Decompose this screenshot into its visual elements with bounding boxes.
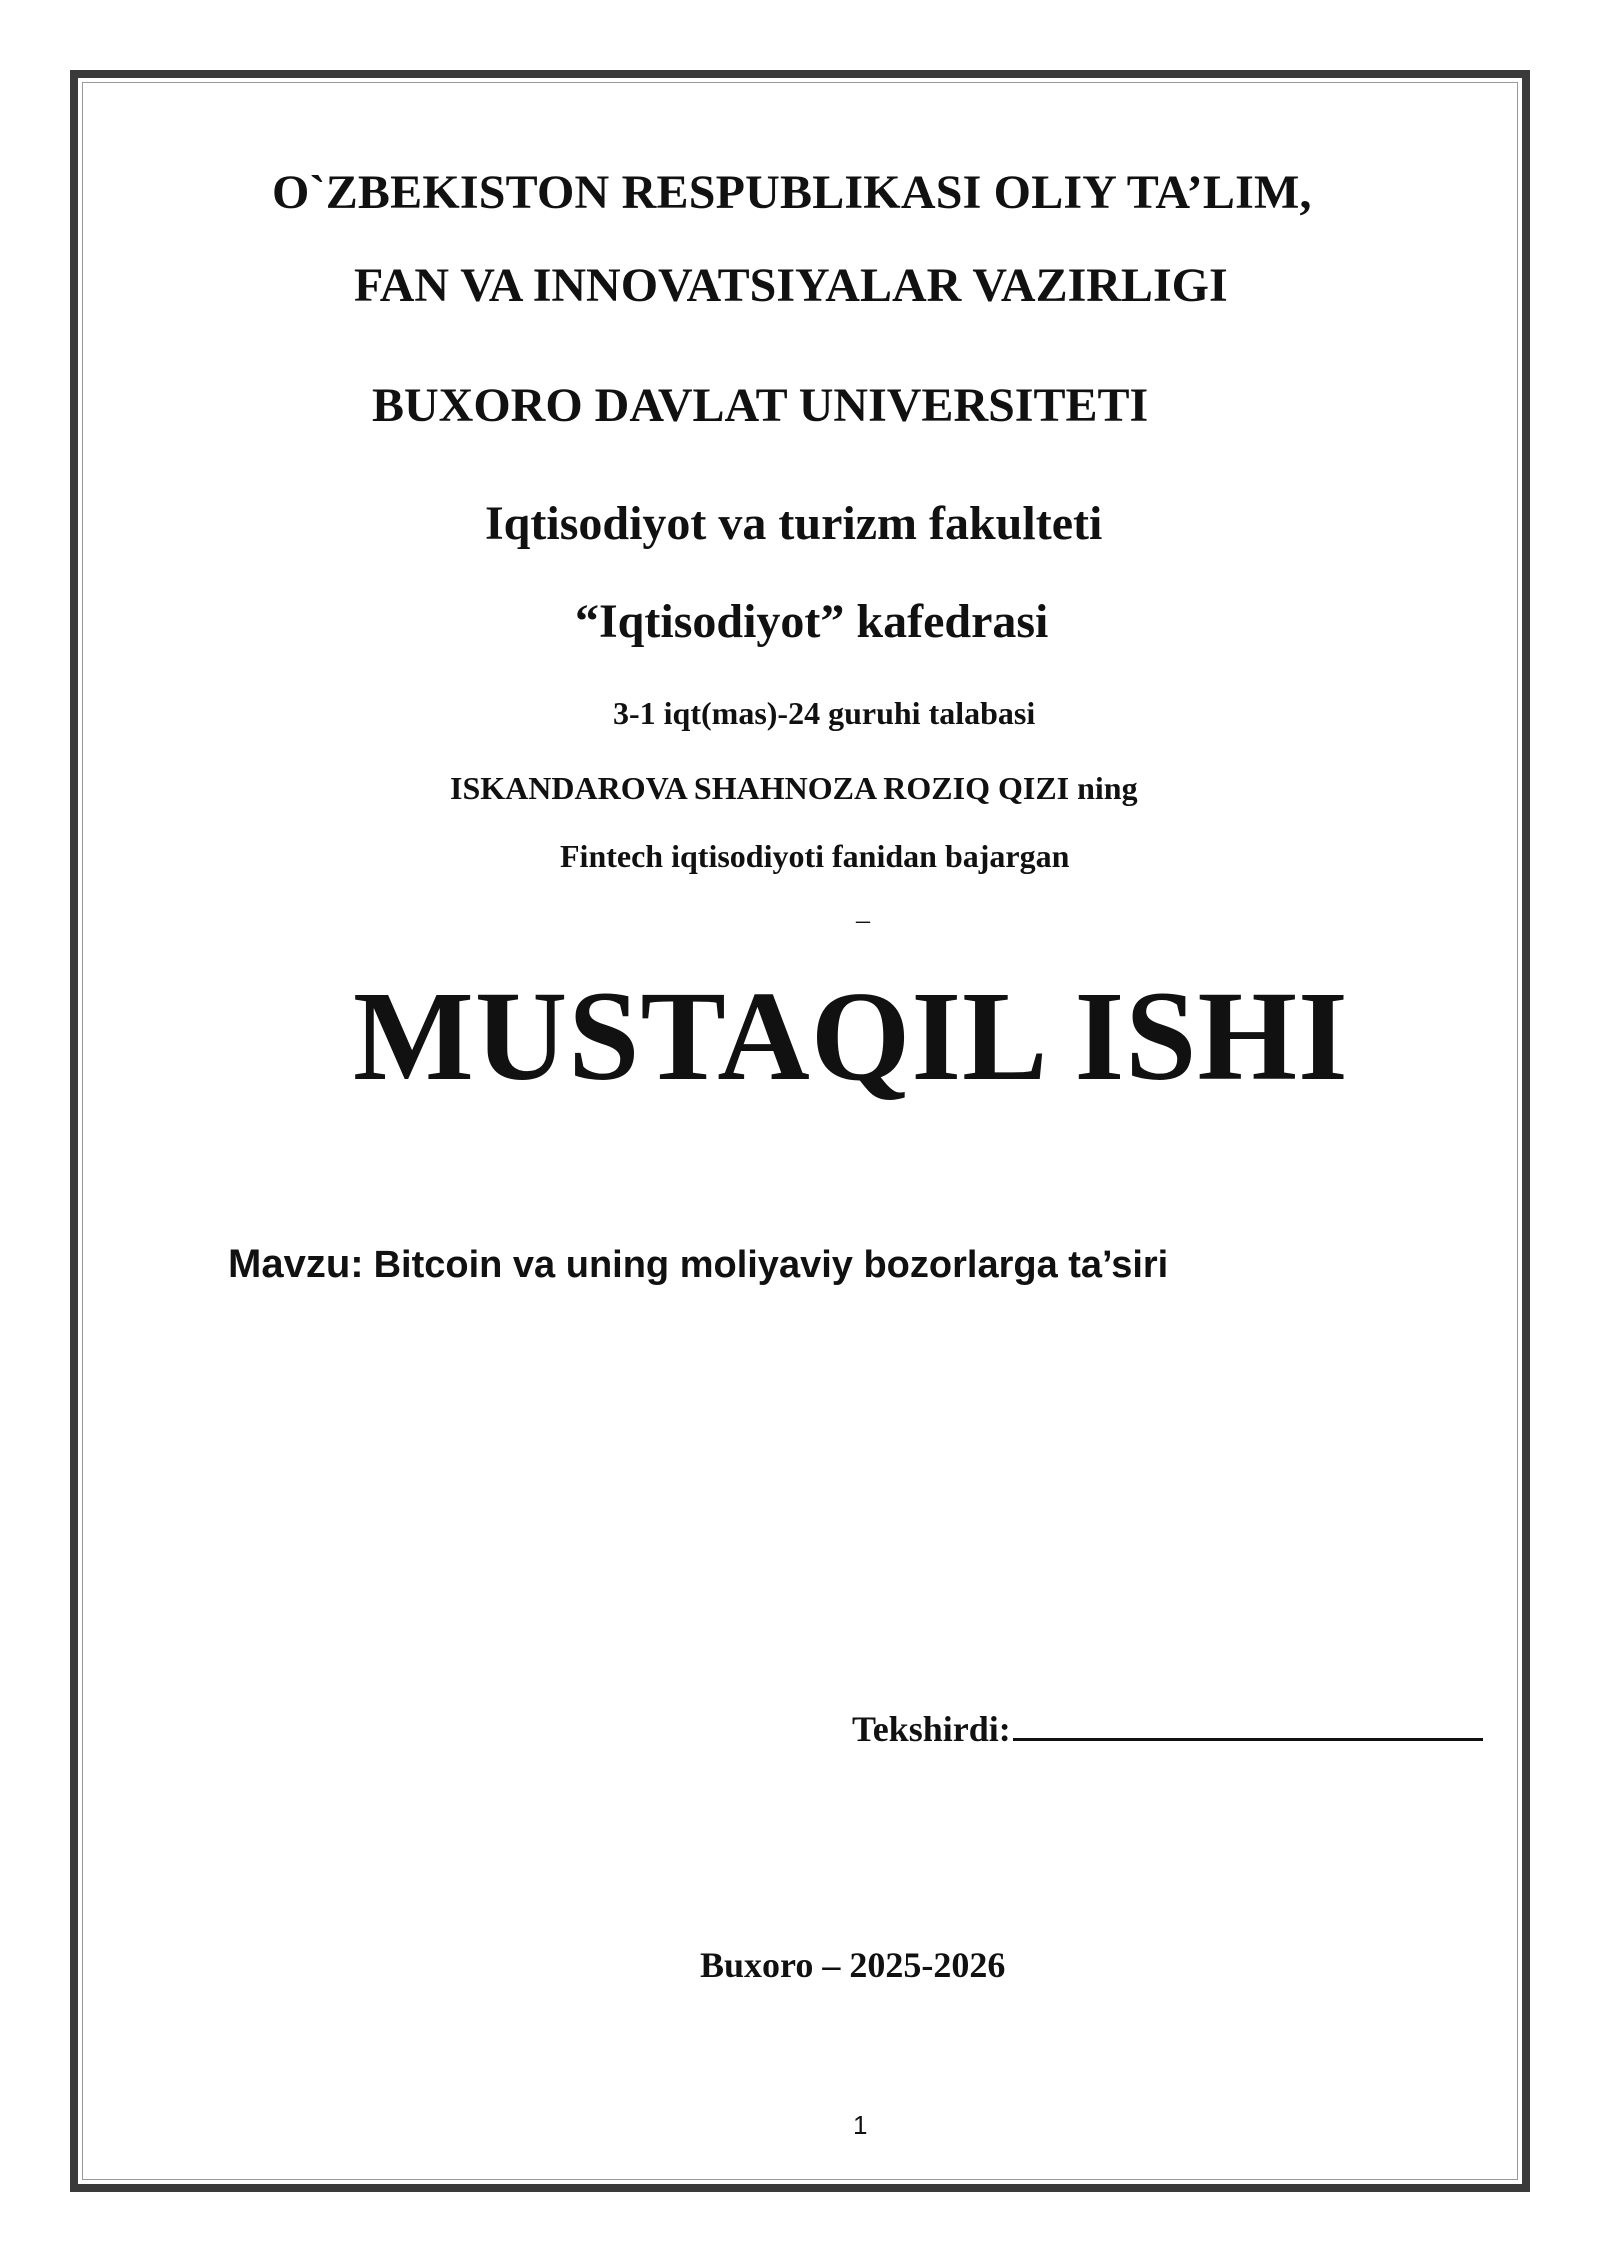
dash-mark: – xyxy=(856,905,870,936)
student-name: ISKANDAROVA SHAHNOZA ROZIQ QIZI ning xyxy=(450,770,1138,806)
city-year: Buxoro – 2025-2026 xyxy=(700,1945,1006,1985)
topic-label: Mavzu: xyxy=(228,1242,364,1286)
ministry-title-line-2: FAN VA INNOVATSIYALAR VAZIRLIGI xyxy=(354,259,1228,312)
checker-line xyxy=(852,1708,1483,1750)
checker-signature-blank xyxy=(1013,1708,1483,1741)
page-number: 1 xyxy=(853,2110,868,2140)
student-group: 3-1 iqt(mas)-24 guruhi talabasi xyxy=(613,695,1036,731)
faculty-name: Iqtisodiyot va turizm fakulteti xyxy=(485,497,1103,550)
document-title: MUSTAQIL ISHI xyxy=(353,965,1349,1107)
topic-line xyxy=(228,1240,1168,1287)
checker-label: Tekshirdi: xyxy=(852,1709,1011,1749)
department-name: “Iqtisodiyot” kafedrasi xyxy=(575,595,1049,648)
university-name: BUXORO DAVLAT UNIVERSITETI xyxy=(372,379,1149,432)
topic-value: Bitcoin va uning moliyaviy bozorlarga ta’siri xyxy=(373,1244,1169,1286)
ministry-title-line-1: O`ZBEKISTON RESPUBLIKASI OLIY TA’LIM, xyxy=(272,166,1312,219)
subject-line: Fintech iqtisodiyoti fanidan bajargan xyxy=(560,838,1070,874)
